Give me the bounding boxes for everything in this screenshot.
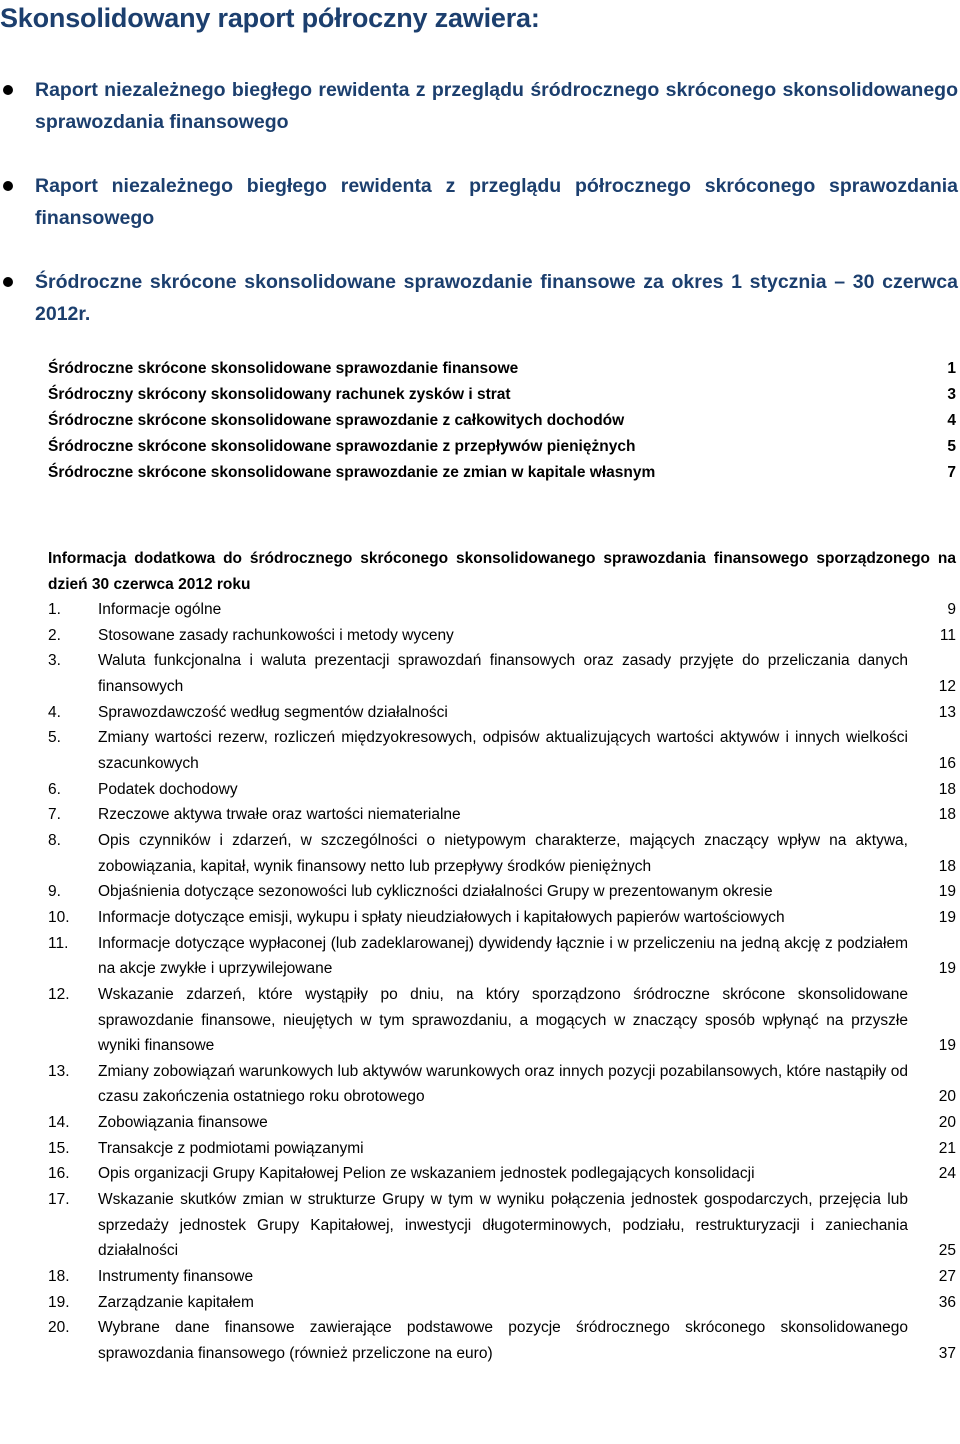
- toc-row[interactable]: [48, 1059, 956, 1110]
- bullet-text: Śródroczne skrócone skonsolidowane sprawozdanie finansowe za okres 1 stycznia – 30 czerwca 2012r.: [35, 271, 958, 325]
- note-number: 18.: [48, 1268, 70, 1286]
- note-number: 4.: [48, 703, 61, 721]
- toc-page-number: 21: [938, 1139, 956, 1157]
- toc-row[interactable]: [48, 802, 956, 828]
- note-number: 13.: [48, 1062, 70, 1080]
- note-number: 1.: [48, 601, 61, 618]
- note-number: 20.: [48, 1319, 70, 1337]
- note-title: Wskazanie zdarzeń, które wystąpiły po dniu, na który sporządzono śródroczne skrócone skonsolidowane sprawozdanie finansowe, nieujętych w tym sprawozdaniu, a mogących w znaczący sposób wpłynąć na przyszłe wyniki finansowe: [98, 985, 908, 1055]
- toc-entry-label: Śródroczne skrócone skonsolidowane sprawozdanie z całkowitych dochodów: [48, 412, 625, 429]
- toc-entry-label: Śródroczne skrócone skonsolidowane sprawozdanie finansowe: [48, 360, 519, 377]
- note-number: 15.: [48, 1139, 70, 1157]
- toc-page-number: 20: [938, 1114, 956, 1132]
- toc-page-number: 7: [947, 464, 956, 481]
- notes-toc: [48, 597, 956, 1367]
- bullet-icon: [3, 181, 13, 191]
- note-title: Waluta funkcjonalna i waluta prezentacji sprawozdań finansowych oraz zasady przyjęte do przeliczania danych finansowych: [98, 652, 908, 695]
- toc-row[interactable]: [48, 1315, 956, 1366]
- note-number: 2.: [48, 626, 61, 644]
- toc-page-number: 9: [947, 601, 956, 618]
- list-item: [0, 266, 958, 330]
- note-title: Instrumenty finansowe: [98, 1268, 254, 1286]
- toc-row[interactable]: [48, 828, 956, 879]
- report-contents-list: [0, 74, 958, 362]
- note-number: 12.: [48, 985, 70, 1003]
- note-number: 5.: [48, 729, 61, 747]
- toc-page-number: 12: [938, 677, 956, 695]
- toc-page-number: 25: [938, 1242, 956, 1260]
- toc-row[interactable]: [48, 382, 956, 408]
- note-number: 3.: [48, 652, 61, 670]
- toc-row[interactable]: [48, 408, 956, 434]
- toc-page-number: 3: [947, 386, 956, 403]
- note-number: 14.: [48, 1114, 70, 1132]
- note-title: Rzeczowe aktywa trwałe oraz wartości niematerialne: [98, 806, 461, 824]
- toc-row[interactable]: [48, 623, 956, 649]
- toc-row[interactable]: [48, 597, 956, 623]
- toc-page-number: 19: [938, 1037, 956, 1055]
- note-title: Zmiany zobowiązań warunkowych lub aktywów warunkowych oraz innych pozycji pozabilansowych, które nastąpiły od czasu zakończenia ostatniego roku obrotowego: [98, 1062, 908, 1106]
- toc-row[interactable]: [48, 777, 956, 803]
- notes-heading: Informacja dodatkowa do śródrocznego skróconego skonsolidowanego sprawozdania finansowego sporządzonego na dzień 30 czerwca 2012 roku: [48, 550, 956, 593]
- list-item: [0, 170, 958, 234]
- bullet-text: Raport niezależnego biegłego rewidenta z przeglądu półrocznego skróconego sprawozdania finansowego: [35, 175, 958, 229]
- toc-page-number: 16: [938, 754, 956, 772]
- toc-row[interactable]: [48, 460, 956, 486]
- note-title: Opis czynników i zdarzeń, w szczególności o nietypowym charakterze, mających znaczący wpływ na aktywa, zobowiązania, kapitał, wynik finansowy netto lub przepływy środków pieniężnych: [98, 831, 908, 875]
- statements-toc: [48, 356, 956, 486]
- toc-page-number: 19: [938, 960, 956, 978]
- toc-row[interactable]: [48, 931, 956, 982]
- toc-row[interactable]: [48, 1136, 956, 1162]
- note-title: Objaśnienia dotyczące sezonowości lub cykliczności działalności Grupy w prezentowanym okresie: [98, 883, 773, 901]
- note-title: Zobowiązania finansowe: [98, 1114, 268, 1132]
- note-title: Podatek dochodowy: [98, 780, 238, 798]
- toc-page-number: 4: [947, 412, 956, 429]
- toc-row[interactable]: [48, 356, 956, 382]
- toc-row[interactable]: [48, 700, 956, 726]
- toc-page-number: 19: [938, 908, 956, 926]
- bullet-icon: [3, 277, 13, 287]
- note-title: Zarządzanie kapitałem: [98, 1293, 254, 1311]
- note-title: Zmiany wartości rezerw, rozliczeń międzyokresowych, odpisów aktualizujących wartości aktywów i innych wielkości szacunkowych: [98, 729, 908, 772]
- toc-page-number: 24: [938, 1165, 956, 1183]
- toc-page-number: 13: [938, 703, 956, 721]
- note-title: Stosowane zasady rachunkowości i metody wyceny: [98, 626, 454, 644]
- note-number: 9.: [48, 883, 61, 901]
- toc-row[interactable]: [48, 905, 956, 931]
- note-number: 17.: [48, 1191, 70, 1209]
- note-title: Informacje dotyczące emisji, wykupu i spłaty nieudziałowych i kapitałowych papierów wartościowych: [98, 908, 785, 926]
- note-number: 10.: [48, 908, 70, 926]
- note-title: Wybrane dane finansowe zawierające podstawowe pozycje śródrocznego skróconego skonsolidowanego sprawozdania finansowego (również przeliczone na euro): [98, 1319, 908, 1363]
- note-number: 8.: [48, 831, 61, 849]
- notes-section: [48, 546, 956, 1367]
- toc-entry-label: Śródroczne skrócone skonsolidowane sprawozdanie z przepływów pieniężnych: [48, 438, 636, 455]
- toc-row[interactable]: [48, 1161, 956, 1187]
- toc-page-number: 20: [938, 1088, 956, 1106]
- toc-page-number: 27: [938, 1268, 956, 1286]
- toc-row[interactable]: [48, 434, 956, 460]
- toc-page-number: 11: [939, 626, 956, 644]
- note-title: Wskazanie skutków zmian w strukturze Grupy w tym w wyniku połączenia jednostek gospodarczych, przejęcia lub sprzedaży jednostek Grupy Kapitałowej, inwestycji długoterminowych, podziału, restrukturyzacji i zaniechania działalności: [98, 1191, 908, 1260]
- note-title: Transakcje z podmiotami powiązanymi: [98, 1139, 364, 1157]
- toc-page-number: 36: [938, 1293, 956, 1311]
- note-number: 19.: [48, 1293, 70, 1311]
- toc-row[interactable]: [48, 982, 956, 1059]
- note-title: Opis organizacji Grupy Kapitałowej Pelion ze wskazaniem jednostek podlegających konsolidacji: [98, 1165, 755, 1183]
- note-title: Informacje ogólne: [98, 601, 222, 618]
- note-number: 16.: [48, 1165, 70, 1183]
- page-title: Skonsolidowany raport półroczny zawiera:: [0, 3, 540, 33]
- bullet-icon: [3, 85, 13, 95]
- toc-page-number: 19: [938, 883, 956, 901]
- toc-page-number: 18: [938, 857, 956, 875]
- note-number: 11.: [48, 934, 69, 952]
- toc-page-number: 18: [938, 780, 956, 798]
- toc-page-number: 5: [947, 438, 956, 455]
- toc-entry-label: Śródroczny skrócony skonsolidowany rachunek zysków i strat: [48, 386, 511, 403]
- toc-row[interactable]: [48, 648, 956, 699]
- toc-row[interactable]: [48, 879, 956, 905]
- toc-row[interactable]: [48, 1264, 956, 1290]
- toc-row[interactable]: [48, 1110, 956, 1136]
- toc-row[interactable]: [48, 1187, 956, 1264]
- toc-page-number: 18: [938, 806, 956, 824]
- note-number: 7.: [48, 806, 61, 824]
- toc-page-number: 37: [938, 1345, 956, 1363]
- note-title: Sprawozdawczość według segmentów działalności: [98, 703, 448, 721]
- toc-entry-label: Śródroczne skrócone skonsolidowane sprawozdanie ze zmian w kapitale własnym: [48, 464, 656, 481]
- note-number: 6.: [48, 780, 61, 798]
- toc-row[interactable]: [48, 725, 956, 776]
- toc-page-number: 1: [947, 360, 956, 377]
- list-item: [0, 74, 958, 138]
- note-title: Informacje dotyczące wypłaconej (lub zadeklarowanej) dywidendy łącznie i w przeliczeniu na jedną akcję z podziałem na akcje zwykłe i uprzywilejowane: [98, 934, 908, 978]
- toc-row[interactable]: [48, 1290, 956, 1316]
- bullet-text: Raport niezależnego biegłego rewidenta z przeglądu śródrocznego skróconego skonsolidowanego sprawozdania finansowego: [35, 79, 958, 133]
